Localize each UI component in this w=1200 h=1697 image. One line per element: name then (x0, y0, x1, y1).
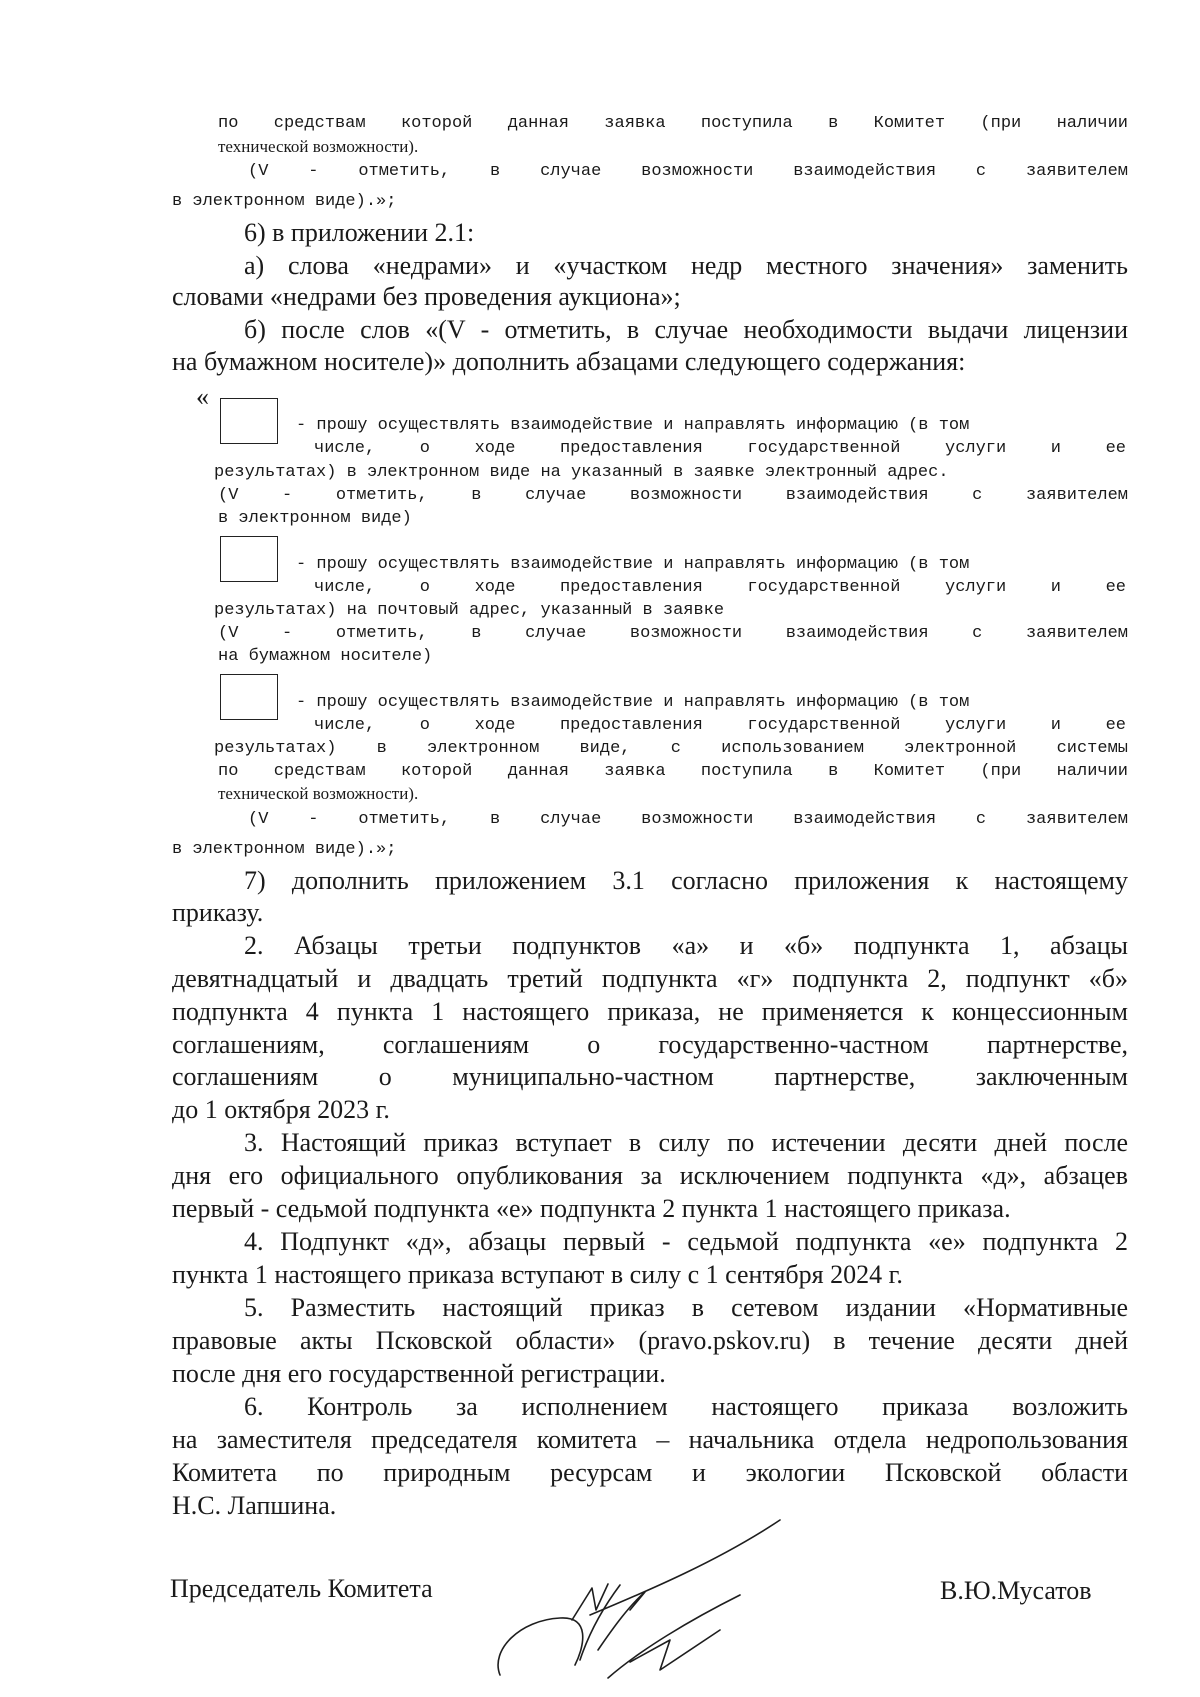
p6-line1: 6. Контроль за исполнением настоящего приказа возложить (244, 1392, 1128, 1421)
item6-a-line1: а) слова «недрами» и «участком недр местного значения» заменить (244, 251, 1128, 280)
option1-line4: (V - отметить, в случае возможности взаимодействия с заявителем (218, 486, 1128, 505)
p3-line2: дня его официального опубликования за исключением подпункта «д», абзацев (172, 1161, 1128, 1190)
p2-line1: 2. Абзацы третьи подпунктов «а» и «б» подпункта 1, абзацы (244, 931, 1128, 960)
option3-line7: в электронном виде).»; (172, 840, 397, 859)
option3-line4: по средствам которой данная заявка поступила в Комитет (при наличии (218, 762, 1128, 781)
checkbox-option-3[interactable] (220, 674, 278, 720)
option2-line1: - прошу осуществлять взаимодействие и направлять информацию (в том (296, 555, 970, 574)
open-quote: « (196, 382, 209, 411)
p6-line4: Н.С. Лапшина. (172, 1491, 337, 1520)
p5-line2: правовые акты Псковской области» (pravo.pskov.ru) в течение десяти дней (172, 1326, 1128, 1355)
signatory-name: В.Ю.Мусатов (940, 1576, 1092, 1605)
option2-line4: (V - отметить, в случае возможности взаимодействия с заявителем (218, 624, 1128, 643)
p4-line2: пункта 1 настоящего приказа вступают в силу с 1 сентября 2024 г. (172, 1260, 903, 1289)
p2-line2: девятнадцатый и двадцать третий подпункта «г» подпункта 2, подпункт «б» (172, 964, 1128, 993)
p2-line4: соглашениям, соглашениям о государственно-частном партнерстве, (172, 1030, 1128, 1059)
option3-line3: результатах) в электронном виде, с использованием электронной системы (214, 739, 1128, 758)
p2-line6: до 1 октября 2023 г. (172, 1095, 390, 1124)
signatory-position: Председатель Комитета (170, 1574, 433, 1603)
handwritten-signature (480, 1500, 840, 1690)
p4-line1: 4. Подпункт «д», абзацы первый - седьмой подпункта «е» подпункта 2 (244, 1227, 1128, 1256)
item7-line1: 7) дополнить приложением 3.1 согласно приложения к настоящему (244, 866, 1128, 895)
p6-line3: Комитета по природным ресурсам и экологии Псковской области (172, 1458, 1128, 1487)
option2-line2: числе, о ходе предоставления государственной услуги и ее (314, 578, 1126, 597)
option3-line2: числе, о ходе предоставления государственной услуги и ее (314, 716, 1126, 735)
item6-heading: 6) в приложении 2.1: (244, 218, 475, 247)
checkbox-option-1[interactable] (220, 398, 278, 444)
option2-line3: результатах) на почтовый адрес, указанный в заявке (214, 601, 725, 620)
option1-line3: результатах) в электронном виде на указанный в заявке электронный адрес. (214, 463, 949, 482)
p5-line3: после дня его государственной регистрации. (172, 1359, 666, 1388)
top-line-1: по средствам которой данная заявка поступила в Комитет (при наличии (218, 114, 1128, 133)
option3-line6: (V - отметить, в случае возможности взаимодействия с заявителем (248, 810, 1128, 829)
option1-line1: - прошу осуществлять взаимодействие и направлять информацию (в том (296, 416, 970, 435)
option2-line5: на бумажном носителе) (218, 647, 433, 666)
item6-b-line1: б) после слов «(V - отметить, в случае необходимости выдачи лицензии (244, 315, 1128, 344)
p3-line1: 3. Настоящий приказ вступает в силу по истечении десяти дней после (244, 1128, 1128, 1157)
p2-line3: подпункта 4 пункта 1 настоящего приказа, не применяется к концессионным (172, 997, 1128, 1026)
option1-line2: числе, о ходе предоставления государственной услуги и ее (314, 439, 1126, 458)
top-line-3: (V - отметить, в случае возможности взаимодействия с заявителем (248, 162, 1128, 181)
p3-line3: первый - седьмой подпункта «е» подпункта 2 пункта 1 настоящего приказа. (172, 1194, 1011, 1223)
p6-line2: на заместителя председателя комитета – начальника отдела недропользования (172, 1425, 1128, 1454)
p2-line5: соглашениям о муниципально-частном партнерстве, заключенным (172, 1062, 1128, 1091)
p5-line1: 5. Разместить настоящий приказ в сетевом издании «Нормативные (244, 1293, 1128, 1322)
item6-a-line2: словами «недрами без проведения аукциона»; (172, 282, 681, 311)
option3-line1: - прошу осуществлять взаимодействие и направлять информацию (в том (296, 693, 970, 712)
option1-line5: в электронном виде) (218, 509, 412, 528)
item6-b-line2: на бумажном носителе)» дополнить абзацами следующего содержания: (172, 347, 966, 376)
top-line-2: технической возможности). (218, 137, 419, 156)
checkbox-option-2[interactable] (220, 536, 278, 582)
option3-line5: технической возможности). (218, 784, 419, 803)
item7-line2: приказу. (172, 898, 264, 927)
top-line-4: в электронном виде).»; (172, 192, 397, 211)
